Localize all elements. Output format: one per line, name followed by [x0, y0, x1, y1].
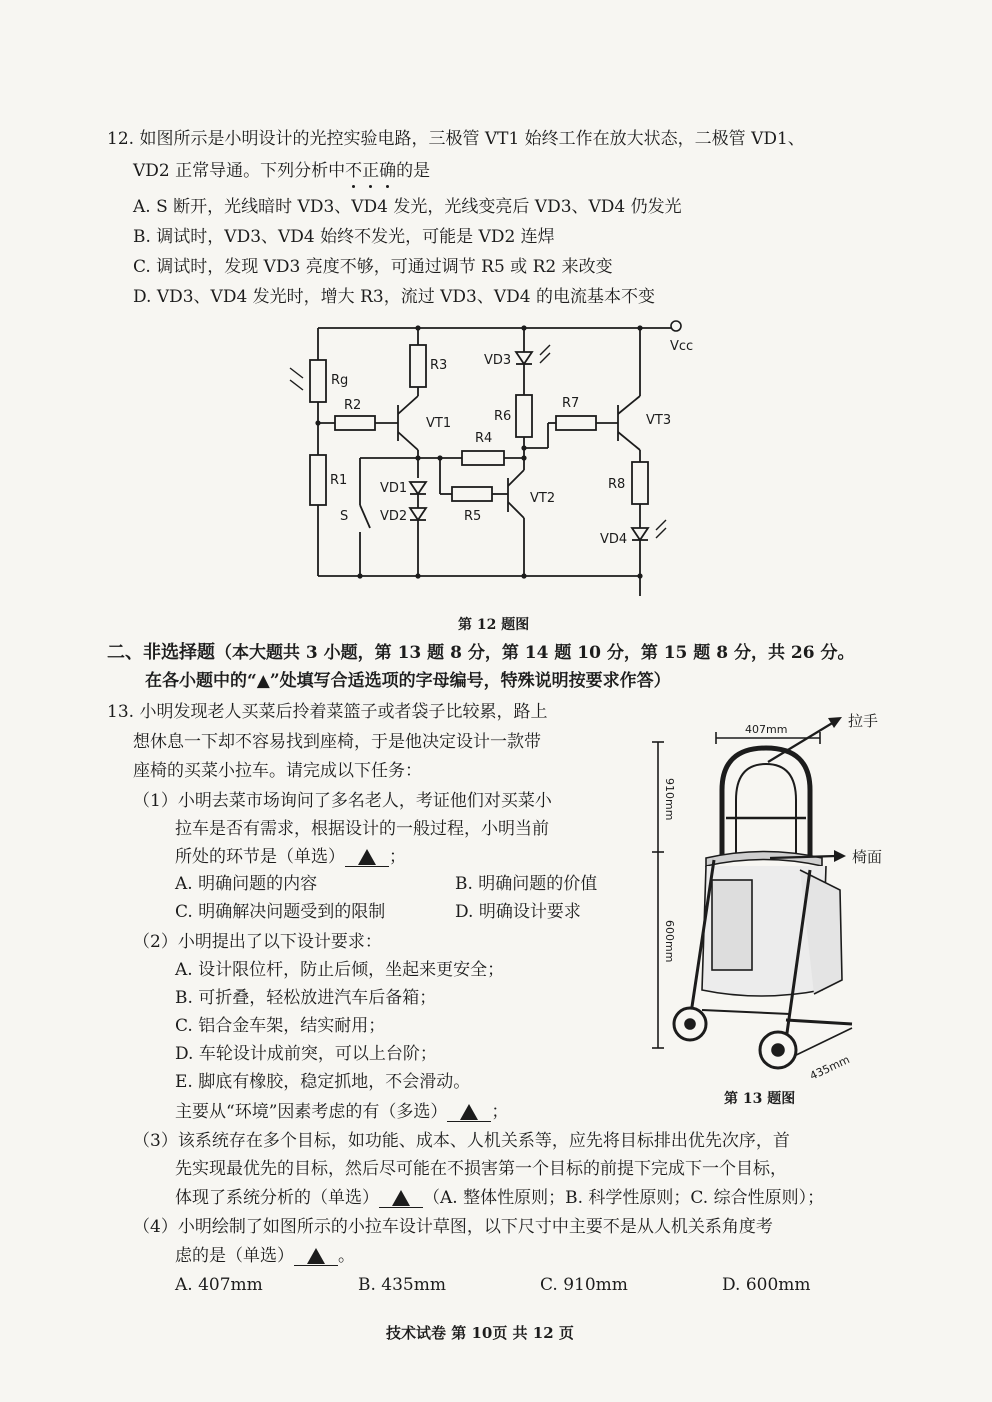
- svg-text:VT2: VT2: [530, 491, 556, 506]
- dim-depth-label: 435mm: [807, 1053, 852, 1083]
- q13-p2-item-a: A. 设计限位杆，防止后倾，坐起来更安全；: [175, 960, 505, 980]
- svg-text:VT3: VT3: [646, 413, 672, 428]
- q13-p2-ask: 主要从“环境”因素考虑的有（多选） ；: [175, 1102, 509, 1122]
- svg-text:R6: R6: [494, 409, 512, 424]
- q13-p2-item-e: E. 脚底有橡胶，稳定抓地，不会滑动。: [175, 1072, 471, 1092]
- triangle-icon: [460, 1104, 478, 1120]
- q13-p4-option-b: B. 435mm: [358, 1275, 446, 1295]
- emphasis-dot: [386, 185, 389, 188]
- dim-seat-label: 600mm: [663, 920, 676, 963]
- svg-text:R2: R2: [344, 398, 362, 413]
- emphasis-dot: [352, 185, 355, 188]
- svg-text:R5: R5: [464, 509, 482, 524]
- q13-intro-line2: 想休息一下却不容易找到座椅，于是他决定设计一款带: [133, 732, 541, 752]
- svg-text:VD2: VD2: [380, 509, 408, 524]
- answer-blank-p4: [294, 1247, 338, 1266]
- svg-text:R4: R4: [475, 431, 493, 446]
- page-footer: 技术试卷 第 10页 共 12 页: [386, 1324, 574, 1342]
- svg-text:Rg: Rg: [331, 373, 349, 388]
- q13-p1-option-a: A. 明确问题的内容: [175, 874, 318, 894]
- svg-text:VD1: VD1: [380, 481, 408, 496]
- svg-text:R7: R7: [562, 396, 580, 411]
- emphasis-dot: [369, 185, 372, 188]
- answer-blank-p1: [345, 848, 389, 867]
- q13-p3-line3: 体现了系统分析的（单选） （A. 整体性原则；B. 科学性原则；C. 综合性原则）；: [175, 1188, 825, 1208]
- triangle-icon: [392, 1190, 410, 1206]
- q12-figure-caption: 第 12 题图: [458, 617, 530, 633]
- triangle-icon: [358, 849, 376, 865]
- q13-p3-line2: 先实现最优先的目标，然后尽可能在不损害第一个目标的前提下完成下一个目标，: [175, 1159, 787, 1179]
- q13-p2-item-b: B. 可折叠，轻松放进汽车后备箱；: [175, 988, 437, 1008]
- q13-p1-option-c: C. 明确解决问题受到的限制: [175, 902, 386, 922]
- svg-text:R1: R1: [330, 473, 348, 488]
- q13-p1-option-d: D. 明确设计要求: [455, 902, 581, 922]
- answer-blank-p2: [447, 1103, 491, 1122]
- q13-p2-item-c: C. 铝合金车架，结实耐用；: [175, 1016, 386, 1036]
- q13-p2-item-d: D. 车轮设计成前突，可以上台阶；: [175, 1044, 437, 1064]
- q13-p4-option-a: A. 407mm: [175, 1275, 263, 1295]
- answer-blank-p3: [379, 1189, 423, 1208]
- q12-stem-line2: VD2 正常导通。下列分析中不 正 确 的是: [133, 160, 430, 182]
- q13-p2-head: （2）小明提出了以下设计要求：: [133, 932, 382, 952]
- label-vcc: Vcc: [670, 339, 694, 354]
- q13-p1-line2: 拉车是否有需求，根据设计的一般过程，小明当前: [175, 819, 549, 839]
- q13-p3-line1: （3）该系统存在多个目标，如功能、成本、人机关系等，应先将目标排出优先次序，首: [133, 1131, 790, 1151]
- svg-text:R3: R3: [430, 358, 448, 373]
- q13-figure-caption: 第 13 题图: [724, 1091, 796, 1107]
- label-handle: 拉手: [848, 712, 879, 730]
- section2-note: 在各小题中的“▲”处填写合适选项的字母编号，特殊说明按要求作答）: [145, 671, 671, 691]
- q12-stem-line1: 12. 如图所示是小明设计的光控实验电路，三极管 VT1 始终工作在放大状态，二极管 VD1、: [107, 129, 805, 149]
- svg-text:S: S: [340, 509, 349, 524]
- q12-option-a: A. S 断开，光线暗时 VD3、VD4 发光，光线变亮后 VD3、VD4 仍发光: [133, 197, 682, 217]
- triangle-icon: [307, 1248, 325, 1264]
- dim-width-label: 407mm: [745, 723, 788, 736]
- q13-intro-line3: 座椅的买菜小拉车。请完成以下任务：: [133, 761, 422, 781]
- q12-option-c: C. 调试时，发现 VD3 亮度不够，可通过调节 R5 或 R2 来改变: [133, 257, 613, 277]
- svg-text:R8: R8: [608, 477, 626, 492]
- label-seat: 椅面: [852, 848, 883, 866]
- dim-height-label: 910mm: [663, 778, 676, 821]
- q13-p1-line3: 所处的环节是（单选） ；: [175, 847, 406, 867]
- q13-p4-option-c: C. 910mm: [540, 1275, 628, 1295]
- q13-intro-line1: 13. 小明发现老人买菜后拎着菜篮子或者袋子比较累，路上: [107, 702, 548, 722]
- q13-p4-line2: 虑的是（单选） 。: [175, 1246, 355, 1266]
- q13-p1-line1: （1）小明去菜市场询问了多名老人，考证他们对买菜小: [133, 791, 552, 811]
- svg-text:VD3: VD3: [484, 353, 512, 368]
- svg-text:VT1: VT1: [426, 416, 452, 431]
- q13-p4-option-d: D. 600mm: [722, 1275, 811, 1295]
- svg-text:VD4: VD4: [600, 532, 628, 547]
- q13-p1-option-b: B. 明确问题的价值: [455, 874, 598, 894]
- section2-header: 二、非选择题（本大题共 3 小题，第 13 题 8 分，第 14 题 10 分，第 15 题 8 分，共 26 分。: [107, 642, 855, 663]
- q13-p4-line1: （4）小明绘制了如图所示的小拉车设计草图，以下尺寸中主要不是从人机关系角度考: [133, 1217, 773, 1237]
- q12-option-d: D. VD3、VD4 发光时，增大 R3，流过 VD3、VD4 的电流基本不变: [133, 287, 655, 307]
- q12-option-b: B. 调试时，VD3、VD4 始终不发光，可能是 VD2 连焊: [133, 227, 555, 247]
